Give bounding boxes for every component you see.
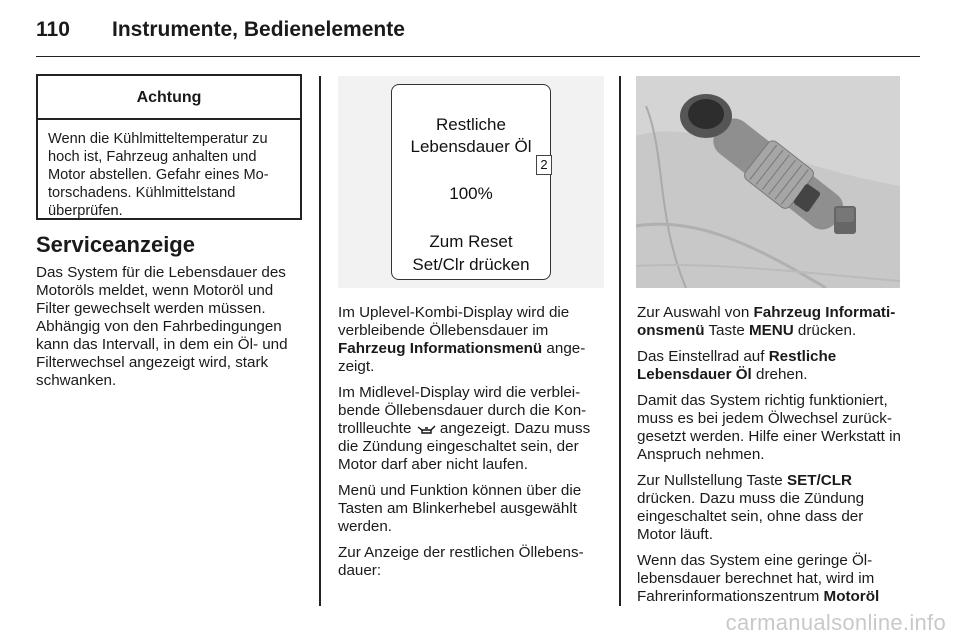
middle-paragraph-2: Im Midlevel-Display wird die verblei-bende Öllebensdauer durch die Kon-trollleuchte angezeigt. Dazu muss die Zündung eingeschaltet sein, der Motor darf aber nicht laufen. — [338, 384, 591, 473]
right-paragraph-1: Zur Auswahl von Fahrzeug Informati-onsmenü Taste MENU drücken. — [637, 304, 896, 339]
section-paragraph: Das System für die Lebensdauer des Motoröls meldet, wenn Motoröl und Filter gewechselt werden müssen. Abhängig von den Fahrbedingungen kann das Intervall, in dem ein Öl- und Filterwechsel angezeigt wird, stark schwanken. — [36, 264, 288, 389]
middle-paragraph-3: Menü und Funktion können über die Tasten am Blinkerhebel ausgewählt werden. — [338, 482, 582, 535]
warning-title: Achtung — [38, 76, 300, 120]
middle-paragraph-1: Im Uplevel-Kombi-Display wird die verbleibende Öllebensdauer im Fahrzeug Informationsmenü ange-zeigt. — [338, 304, 586, 375]
display-line-1: Restliche — [436, 115, 506, 134]
right-column-text — [637, 304, 905, 614]
warning-box — [36, 74, 302, 220]
page-number: 110 — [36, 18, 70, 41]
display-line-5: Set/Clr drücken — [412, 255, 530, 274]
display-line-4: Zum Reset — [429, 232, 513, 251]
page-header — [36, 18, 405, 42]
section-body — [36, 264, 304, 398]
display-percent: 100% — [449, 184, 493, 203]
oil-can-icon — [416, 420, 436, 437]
section-title: Serviceanzeige — [36, 232, 195, 257]
column-divider-1 — [319, 76, 321, 606]
oil-life-display — [391, 84, 551, 280]
display-line-2: Lebensdauer Öl — [410, 137, 532, 156]
chapter-title: Instrumente, Bedienelemente — [112, 18, 405, 41]
middle-column-text — [338, 304, 606, 588]
display-page-badge: 2 — [536, 155, 552, 175]
watermark: carmanualsonline.info — [725, 610, 946, 635]
right-paragraph-2: Das Einstellrad auf Restliche Lebensdauer Öl drehen. — [637, 348, 837, 383]
right-paragraph-3: Damit das System richtig funktioniert, muss es bei jedem Ölwechsel zurück-gesetzt werden. Hilfe einer Werkstatt in Anspruch nehmen. — [637, 392, 901, 463]
header-divider — [36, 56, 920, 57]
warning-text: Wenn die Kühlmitteltemperatur zu hoch ist, Fahrzeug anhalten und Motor abstellen. Gefahr eines Mo-torschadens. Kühlmittelstand überprüfen. — [48, 131, 269, 219]
middle-paragraph-4: Zur Anzeige der restlichen Öllebens-dauer: — [338, 544, 584, 579]
turn-signal-lever-photo — [636, 76, 900, 288]
right-paragraph-4: Zur Nullstellung Taste SET/CLR drücken. Dazu muss die Zündung eingeschaltet sein, ohne dass der Motor läuft. — [637, 472, 865, 543]
right-paragraph-5: Wenn das System eine geringe Öl-lebensdauer berechnet hat, wird im Fahrerinformationszentrum Motoröl — [637, 552, 880, 605]
column-divider-2 — [619, 76, 621, 606]
